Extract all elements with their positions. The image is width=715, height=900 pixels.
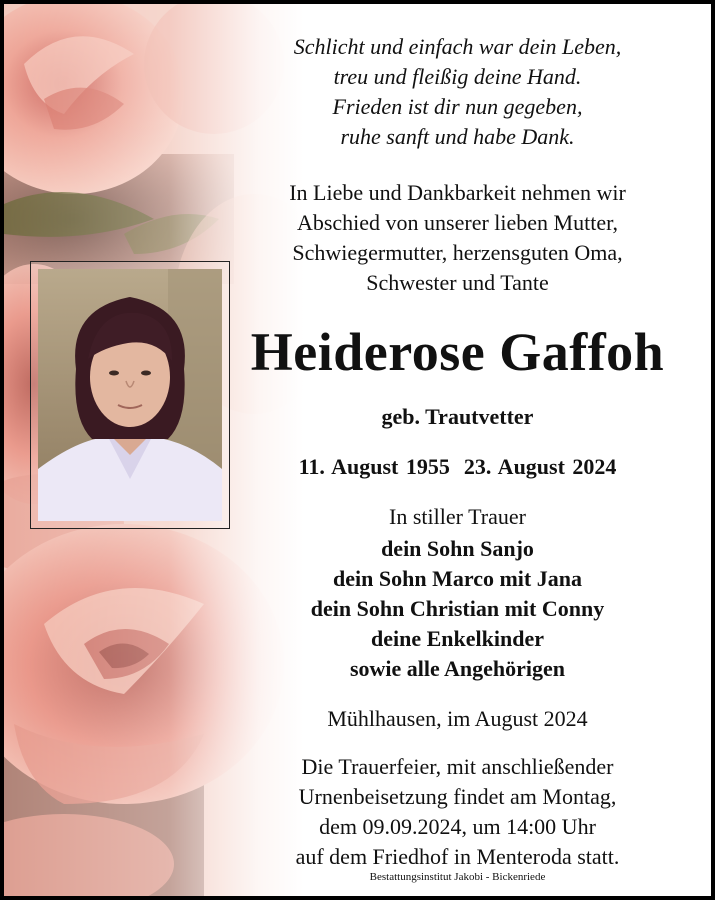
mourner-item: dein Sohn Christian mit Conny <box>310 596 605 621</box>
poem <box>204 32 711 152</box>
poem-line: Schlicht und einfach war dein Leben, <box>293 34 622 59</box>
intro-line: Schwiegermutter, herzensguten Oma, <box>292 240 623 265</box>
birth-name: geb. Trautvetter <box>381 404 534 429</box>
funeral-info <box>204 752 711 872</box>
mourner-item: dein Sohn Marco mit Jana <box>333 566 582 591</box>
mourner-item: sowie alle Angehörigen <box>349 656 566 681</box>
death-date: 23. August 2024 <box>463 454 617 479</box>
intro-line: In Liebe und Dankbarkeit nehmen wir <box>289 180 626 205</box>
funeral-line: Die Trauerfeier, mit anschließender <box>301 754 614 779</box>
portrait-photo <box>38 269 222 521</box>
funeral-line: Urnenbeisetzung findet am Montag, <box>298 784 617 809</box>
life-dates <box>204 452 711 482</box>
portrait-photo-frame <box>30 261 230 529</box>
funeral-line: dem 09.09.2024, um 14:00 Uhr <box>319 814 596 839</box>
farewell-intro <box>204 178 711 298</box>
mourning-intro: In stiller Trauer <box>389 504 526 529</box>
intro-line: Abschied von unserer lieben Mutter, <box>296 210 619 235</box>
deceased-name: Heiderose Gaffoh <box>250 322 665 382</box>
poem-line: ruhe sanft und habe Dank. <box>340 124 575 149</box>
funeral-line: auf dem Friedhof in Menteroda statt. <box>295 844 620 869</box>
poem-line: Frieden ist dir nun gegeben, <box>332 94 583 119</box>
text-column <box>204 4 711 896</box>
place-and-date: Mühlhausen, im August 2024 <box>327 706 588 731</box>
poem-line: treu und fleißig deine Hand. <box>333 64 582 89</box>
birth-date: 11. August 1955 <box>298 454 450 479</box>
undertaker-credit: Bestattungsinstitut Jakobi - Bickenriede <box>369 871 546 883</box>
mourners-list <box>204 534 711 684</box>
intro-line: Schwester und Tante <box>366 270 549 295</box>
mourner-item: deine Enkelkinder <box>371 626 544 651</box>
mourner-item: dein Sohn Sanjo <box>381 536 534 561</box>
